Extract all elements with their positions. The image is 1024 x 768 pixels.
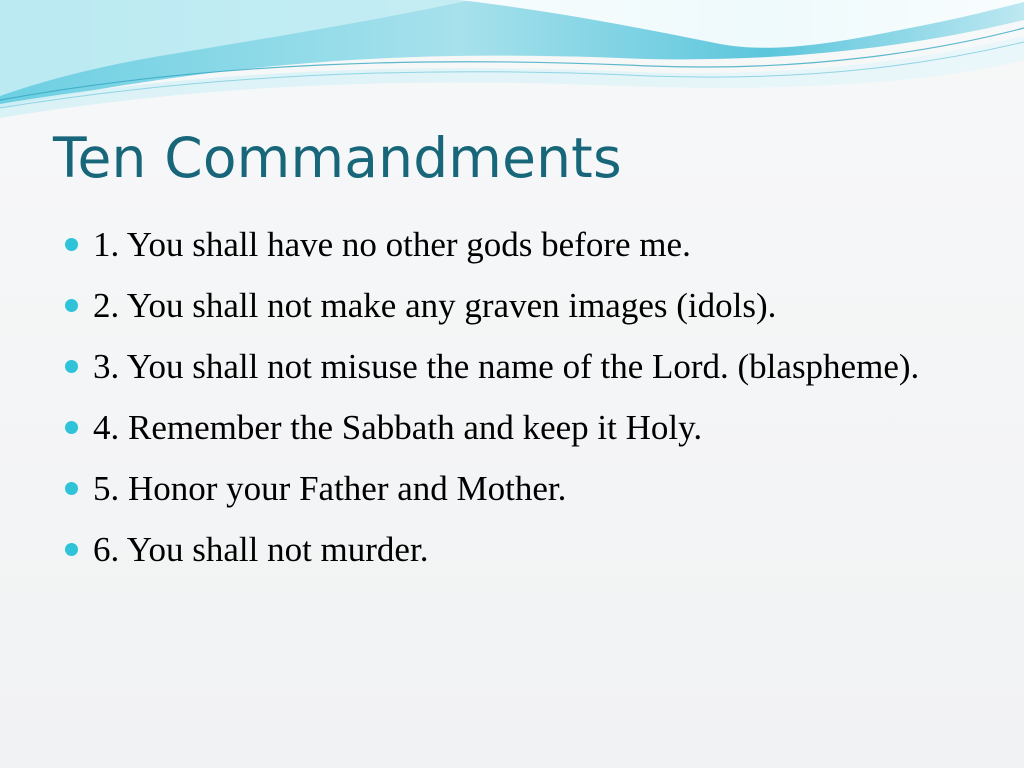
list-item <box>64 405 964 450</box>
list-item <box>64 527 964 572</box>
list-item <box>64 466 964 511</box>
list-item-text: 3. You shall not misuse the name of the Lord. (blaspheme). <box>93 347 920 386</box>
list-item <box>64 344 964 389</box>
bullet-dot-icon <box>65 482 78 495</box>
bullet-dot-icon <box>65 421 78 434</box>
list-item-text: 4. Remember the Sabbath and keep it Holy. <box>93 408 703 447</box>
list-item-text: 1. You shall have no other gods before me. <box>93 225 691 264</box>
commandments-list <box>64 222 964 588</box>
bullet-dot-icon <box>65 238 78 251</box>
list-item-text: 2. You shall not make any graven images (idols). <box>93 286 777 325</box>
list-item-text: 6. You shall not murder. <box>93 530 429 569</box>
list-item <box>64 283 964 328</box>
list-item <box>64 222 964 267</box>
slide-title: Ten Commandments <box>53 126 622 190</box>
bullet-dot-icon <box>65 360 78 373</box>
bullet-dot-icon <box>65 299 78 312</box>
list-item-text: 5. Honor your Father and Mother. <box>93 469 567 508</box>
bullet-dot-icon <box>65 543 78 556</box>
wave-header-decoration <box>0 0 1024 130</box>
